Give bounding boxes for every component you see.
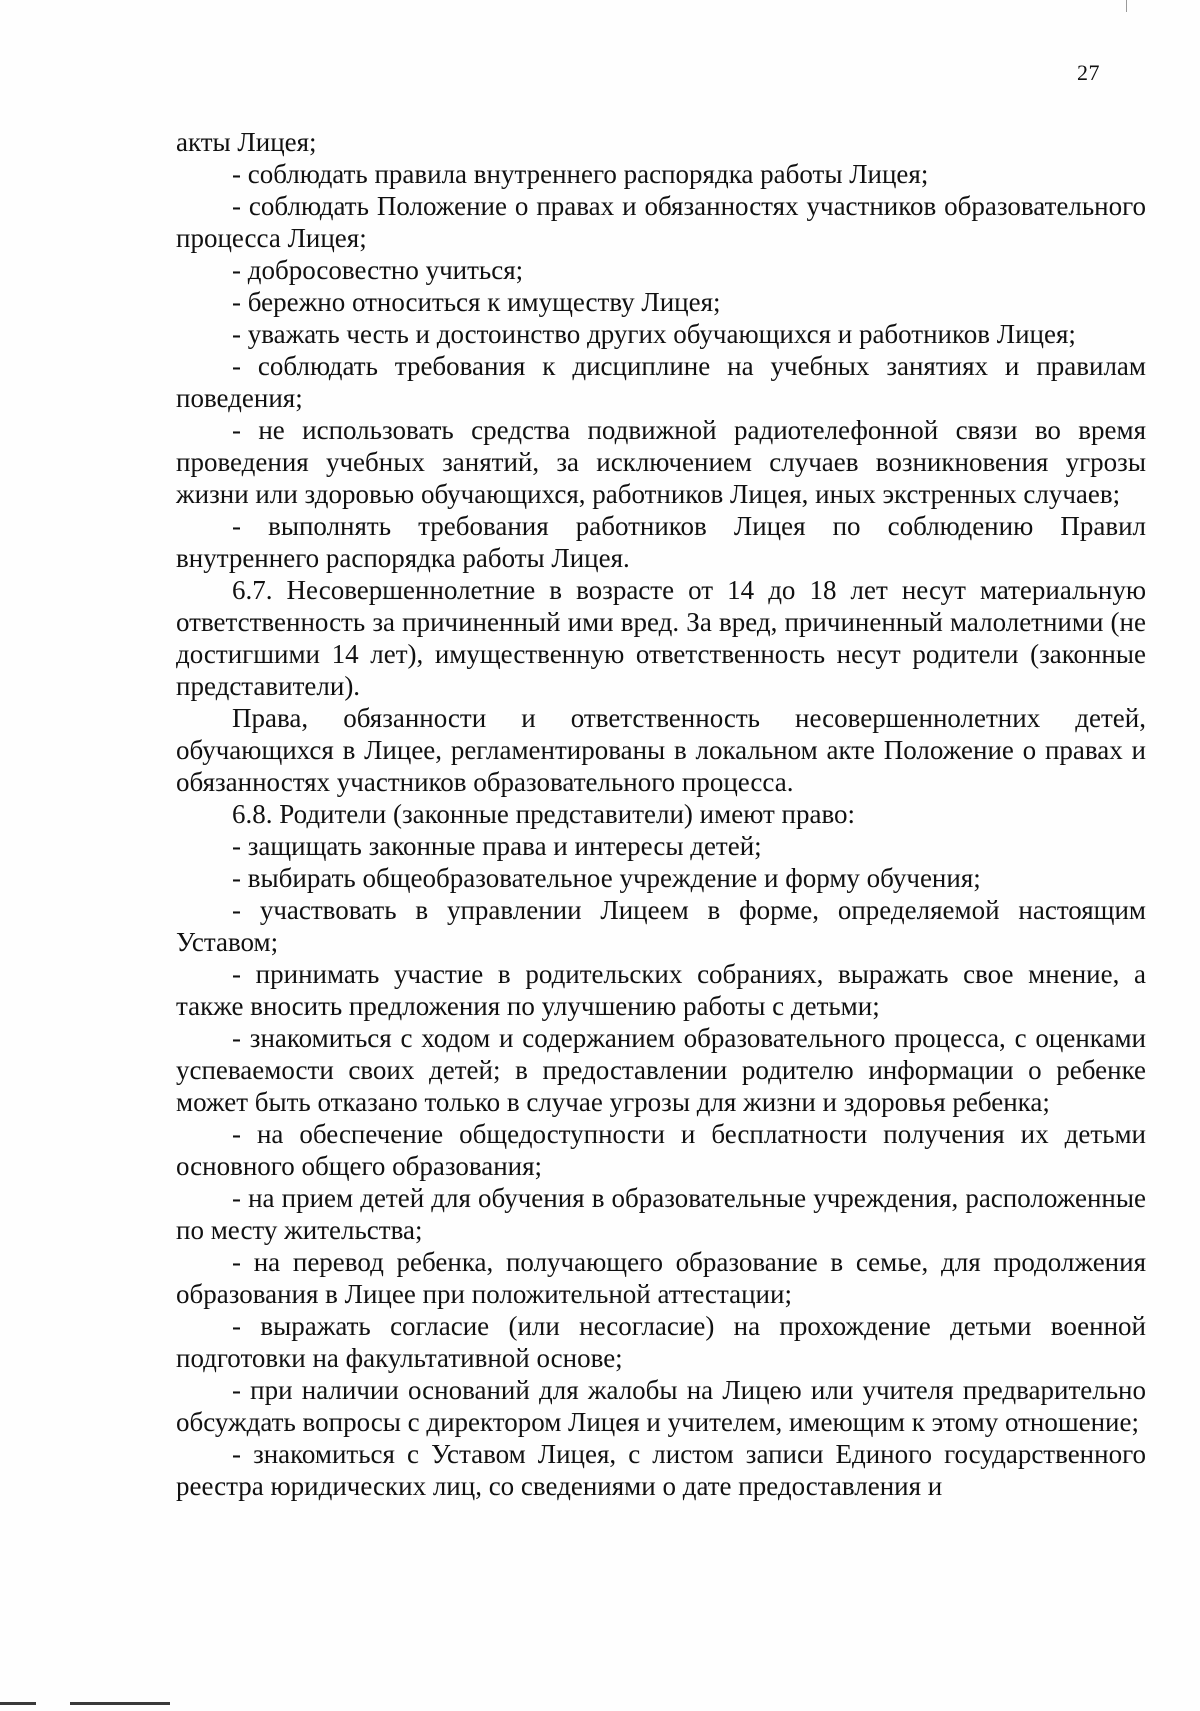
list-item: - выбирать общеобразовательное учреждение и форму обучения; bbox=[232, 863, 981, 893]
document-body bbox=[176, 126, 1146, 1502]
section-paragraph: 6.8. Родители (законные представители) имеют право: bbox=[232, 799, 856, 829]
list-item: - на обеспечение общедоступности и бесплатности получения их детьми основного общего образования; bbox=[176, 1119, 1146, 1181]
list-item: - бережно относиться к имуществу Лицея; bbox=[232, 287, 721, 317]
list-item: - соблюдать Положение о правах и обязанностях участников образовательного процесса Лицея; bbox=[176, 191, 1146, 253]
list-item: - на перевод ребенка, получающего образование в семье, для продолжения образования в Лицее при положительной аттестации; bbox=[176, 1247, 1146, 1309]
scan-edge-mark bbox=[1126, 0, 1127, 12]
list-item: - знакомиться с ходом и содержанием образовательного процесса, с оценками успеваемости своих детей; в предоставлении родителю информации о ребенке может быть отказано только в случае угрозы для жизни и здоровья ребенка; bbox=[176, 1023, 1146, 1117]
list-item: - добросовестно учиться; bbox=[232, 255, 524, 285]
list-item: - на прием детей для обучения в образовательные учреждения, расположенные по месту жительства; bbox=[176, 1183, 1146, 1245]
scan-edge-mark bbox=[0, 1702, 36, 1705]
list-item: - защищать законные права и интересы детей; bbox=[232, 831, 762, 861]
scan-edge-mark bbox=[70, 1702, 170, 1705]
list-item: - знакомиться с Уставом Лицея, с листом записи Единого государственного реестра юридических лиц, со сведениями о дате предоставления и bbox=[176, 1439, 1146, 1501]
list-item: - соблюдать правила внутреннего распорядка работы Лицея; bbox=[232, 159, 929, 189]
page-number: 27 bbox=[1077, 60, 1100, 85]
list-item: - принимать участие в родительских собраниях, выражать свое мнение, а также вносить предложения по улучшению работы с детьми; bbox=[176, 959, 1146, 1021]
list-item: - уважать честь и достоинство других обучающихся и работников Лицея; bbox=[232, 319, 1076, 349]
list-item: - не использовать средства подвижной радиотелефонной связи во время проведения учебных занятий, за исключением случаев возникновения угрозы жизни или здоровью обучающихся, работников Лицея, иных экстренных случаев; bbox=[176, 415, 1146, 509]
list-item: - соблюдать требования к дисциплине на учебных занятиях и правилам поведения; bbox=[176, 351, 1146, 413]
section-paragraph: 6.7. Несовершеннолетние в возрасте от 14 до 18 лет несут материальную ответственность за причиненный ими вред. За вред, причиненный малолетними (не достигшими 14 лет), имущественную ответственность несут родители (законные представители). bbox=[176, 575, 1146, 701]
list-item: - выражать согласие (или несогласие) на прохождение детьми военной подготовки на факультативной основе; bbox=[176, 1311, 1146, 1373]
paragraph: Права, обязанности и ответственность несовершеннолетних детей, обучающихся в Лицее, регламентированы в локальном акте Положение о правах и обязанностях участников образовательного процесса. bbox=[176, 703, 1146, 797]
list-item: - выполнять требования работников Лицея по соблюдению Правил внутреннего распорядка работы Лицея. bbox=[176, 511, 1146, 573]
paragraph: акты Лицея; bbox=[176, 127, 317, 157]
list-item: - участвовать в управлении Лицеем в форме, определяемой настоящим Уставом; bbox=[176, 895, 1146, 957]
list-item: - при наличии оснований для жалобы на Лицею или учителя предварительно обсуждать вопросы с директором Лицея и учителем, имеющим к этому отношение; bbox=[176, 1375, 1146, 1437]
